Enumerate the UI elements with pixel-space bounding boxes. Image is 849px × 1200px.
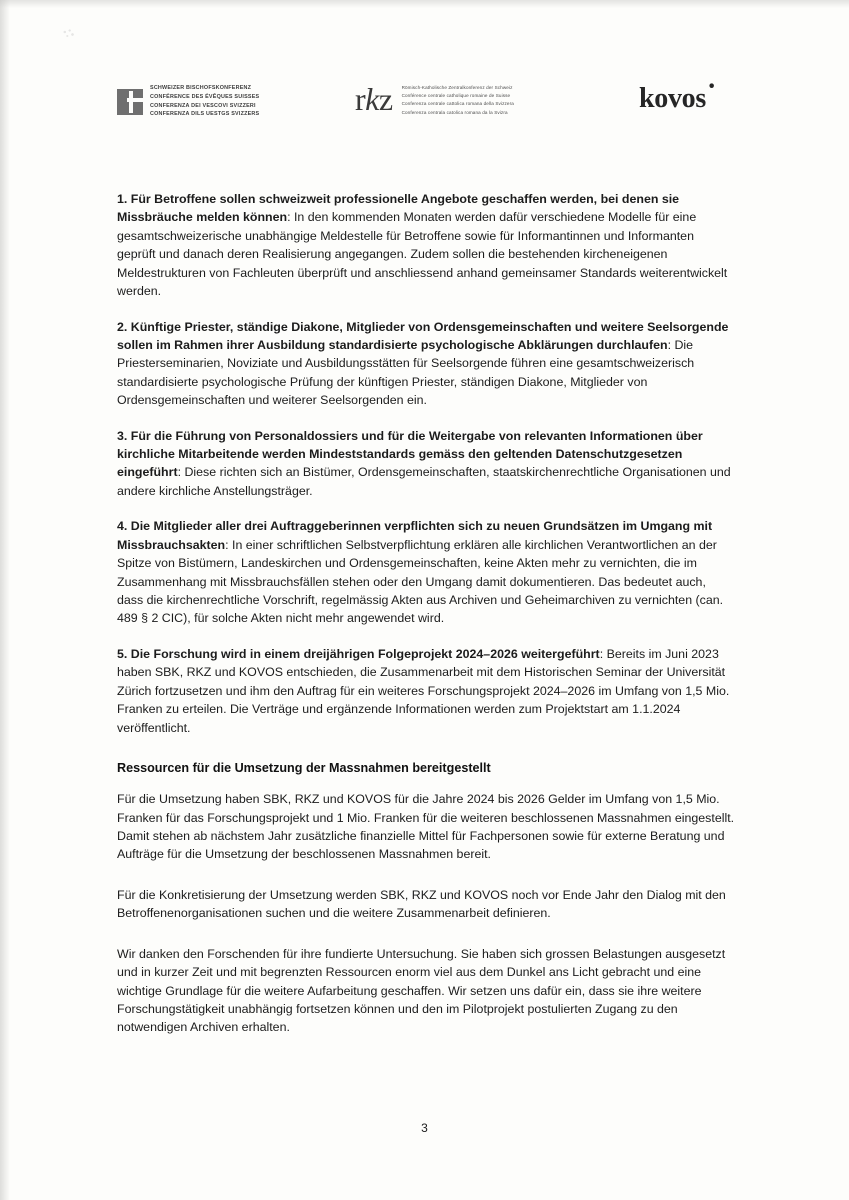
sbk-logo-line-it: CONFERENZA DEI VESCOVI SVIZZERI [150,102,256,109]
logo-header-bar [117,71,741,126]
rkz-wordmark [355,81,393,118]
sbk-logo-line-rm: CONFERENZA DILS UESTGS SVIZZERS [150,111,260,118]
rkz-logo-line-it: Conferenza centrale cattolica romana della Svizzera [401,101,514,107]
sbk-logo-text [150,84,259,119]
measure-item-1 [117,190,735,301]
measure-item-3-lead: 3. Für die Führung von Personaldossiers und für die Weitergabe von relevanten Informationen über kirchliche Mitarbeitende werden Mindeststandards gemäss den geltenden Datenschutzgesetzen eingeführt [117,428,703,480]
measure-item-5-text: : Bereits im Juni 2023 haben SBK, RKZ und KOVOS entschieden, die Zusammenarbeit mit dem Historischen Seminar der Universität Zürich fortzusetzen und ihm den Auftrag für ein weiteres Forschungsprojekt 2024–2026 im Umfang von 1,5 Mio. Franken zu erteilen. Die Verträge und ergänzende Informationen werden zum Projektstart am 1.1.2024 veröffentlicht. [117,646,730,735]
scan-artifact-speck [62,28,76,38]
rkz-logo-line-fr: Conférence centrale catholique romaine de Suisse [401,93,511,99]
measure-item-1-text: : In den kommenden Monaten werden dafür verschiedene Modelle für eine gesamtschweizerische unabhängige Meldestelle für Betroffene sowie für Informantinnen und Informanten geprüft und danach deren Realisierung angegangen. Zudem sollen die bestehenden kircheneigenen Meldestrukturen von Fachleuten überprüft und anschliessend anhand gemeinsamer Standards weiterentwickelt werden. [117,210,728,299]
kovos-logo [639,71,717,114]
measure-item-2-lead: 2. Künftige Priester, ständige Diakone, Mitglieder von Ordensgemeinschaften und weitere Seelsorgende sollen im Rahmen ihrer Ausbildung standardisierte psychologische Abklärungen durchlaufen [117,319,729,352]
page-number: 3 [421,1121,428,1135]
measure-item-1-lead: 1. Für Betroffene sollen schweizweit professionelle Angebote geschaffen werden, bei denen sie Missbräuche melden können [117,192,680,225]
dialog-paragraph: Für die Konkretisierung der Umsetzung werden SBK, RKZ und KOVOS noch vor Ende Jahr den Dialog mit den Betroffenenorganisationen suchen und die weitere Zusammenarbeit definieren. [117,887,726,921]
measure-item-5-lead: 5. Die Forschung wird in einem dreijährigen Folgeprojekt 2024–2026 weitergeführt [117,646,600,661]
measure-item-4 [117,517,735,628]
sbk-logo [117,84,259,119]
rkz-logo [355,82,514,117]
measure-item-4-lead: 4. Die Mitglieder aller drei Auftraggeberinnen verpflichten sich zu neuen Grundsätzen im Umgang mit Missbrauchsakten [117,519,713,552]
kovos-wordmark: kovos [639,83,706,114]
rkz-wordmark-k: k [365,81,379,118]
measure-item-3 [117,427,735,501]
kovos-dot-icon: · [706,71,717,103]
rkz-logo-line-rm: Conferenza centrala catolica romana da la Svizra [401,109,508,115]
measure-item-2-text: : Die Priesterseminarien, Noviziate und Ausbildungsstätten für Seelsorgende führen eine gesamtschweizerisch standardisierte psychologische Prüfung der künftigen Priester, ständigen Diakone, Mitglieder von Ordensgemeinschaften und weiterer Seelsorgenden ein. [117,337,695,408]
sbk-logo-line-fr: CONFÉRENCE DES ÉVÊQUES SUISSES [150,93,260,100]
scan-edge-shadow-top [0,0,849,8]
sbk-logo-line-de: SCHWEIZER BISCHOFSKONFERENZ [150,85,252,91]
resources-section-heading: Ressourcen für die Umsetzung der Massnahmen bereitgestellt [117,760,491,775]
resources-paragraph: Für die Umsetzung haben SBK, RKZ und KOVOS für die Jahre 2024 bis 2026 Gelder im Umfang von 1,5 Mio. Franken für das Forschungsprojekt und 1 Mio. Franken für die weiteren beschlossenen Massnahmen eingestellt. Damit stehen ab nächstem Jahr zusätzliche finanzielle Mittel für Fachpersonen sowie für externe Beratung und Aufträge für die Umsetzung der beschlossenen Massnahmen bereit. [117,792,735,862]
measure-item-4-text: : In einer schriftlichen Selbstverpflichtung erklären alle kirchlichen Verantwortlichen an der Spitze von Bistümern, Landeskirchen und Ordensgemeinschaften, keine Akten mehr zu vernichten, die im Zusammenhang mit Missbrauchsfällen stehen oder den Umgang damit dokumentieren. Das bedeutet auch, dass die kirchenrechtliche Vorschrift, regelmässig Akten aus Archiven und Geheimarchiven zu vernichten (can. 489 § 2 CIC), für solche Akten nicht mehr angewendet wird. [117,537,724,626]
document-body [117,190,735,1054]
rkz-wordmark-r: r [355,81,366,118]
thanks-paragraph: Wir danken den Forschenden für ihre fundierte Untersuchung. Sie haben sich grossen Belastungen ausgesetzt und in kurzer Zeit und mit begrenzten Ressourcen enorm viel aus dem Dunkel ans Licht gebracht und eine wichtige Grundlage für die weitere Aufarbeitung geschaffen. Wir setzen uns dafür ein, dass sie ihre weitere Forschungstätigkeit unabhängig fortsetzen können und den im Pilotprojekt postulierten Zugang zu den notwendigen Archiven erhalten. [117,946,726,1035]
swiss-cross-logo-icon [117,89,143,115]
measure-item-3-text: : Diese richten sich an Bistümer, Ordensgemeinschaften, staatskirchenrechtliche Organisationen und andere kirchliche Anstellungsträger. [117,465,731,498]
measure-item-2 [117,318,735,410]
rkz-logo-text [402,82,514,117]
rkz-logo-line-de: Römisch-Katholische Zentralkonferenz der Schweiz [401,85,513,90]
scan-edge-shadow-left [0,0,10,1200]
measure-item-5 [117,645,735,737]
rkz-wordmark-z: z [378,81,393,118]
